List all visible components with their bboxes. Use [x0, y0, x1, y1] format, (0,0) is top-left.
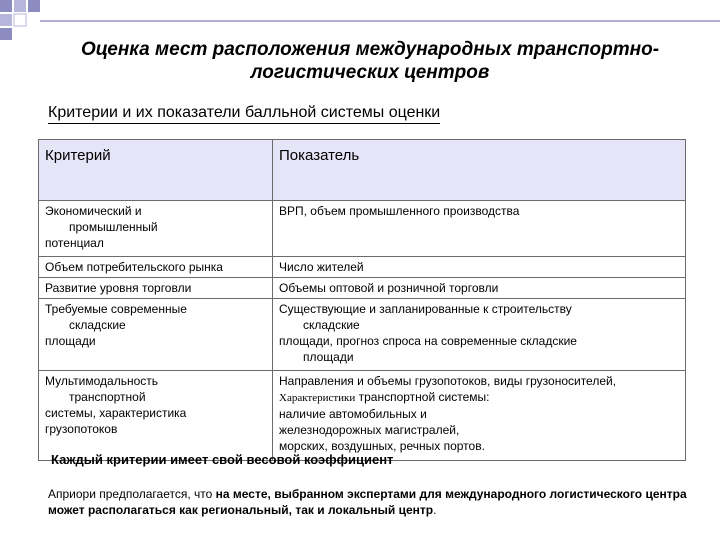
footnote-end: . — [433, 503, 437, 517]
criteria-table — [38, 139, 686, 461]
weight-note: Каждый критерии имеет свой весовой коэффициент — [51, 452, 394, 467]
cell-line: железнодорожных магистралей, — [279, 423, 460, 437]
indicator-cell — [273, 201, 686, 257]
cell-line: системы, характеристика — [45, 406, 187, 420]
cell-line-small: Характеристики — [279, 392, 356, 404]
cell-line: Экономический и — [45, 204, 142, 218]
footnote-bold: на месте, выбранном экспертами для международного логистического центра может располагаться как региональный, так и локальный центр — [48, 487, 687, 517]
indicator-cell: Число жителей — [273, 257, 686, 278]
subtitle: Критерии и их показатели балльной системы оценки — [48, 104, 440, 124]
cell-line: площади, прогноз спроса на современные складские — [279, 334, 577, 348]
indicator-cell — [273, 299, 686, 371]
table-row — [39, 278, 686, 299]
table-row — [39, 201, 686, 257]
cell-line: ВРП, объем промышленного производства — [279, 204, 520, 218]
cell-line: площади — [303, 350, 354, 364]
criterion-cell: Объем потребительского рынка — [39, 257, 273, 278]
cell-line: складские — [303, 318, 360, 332]
table-header-row — [39, 140, 686, 201]
header-criterion: Критерий — [39, 140, 273, 201]
cell-line: потенциал — [45, 236, 104, 250]
cell-line: промышленный — [69, 220, 158, 234]
criterion-cell: Развитие уровня торговли — [39, 278, 273, 299]
footnote — [48, 486, 688, 518]
title-line-2: логистических центров — [250, 62, 490, 83]
criterion-cell — [39, 201, 273, 257]
table-row — [39, 299, 686, 371]
header-indicator: Показатель — [273, 140, 686, 201]
cell-line: транспортной системы: — [355, 390, 490, 404]
cell-line: грузопотоков — [45, 422, 118, 436]
indicator-cell: Объемы оптовой и розничной торговли — [273, 278, 686, 299]
cell-line: транспортной — [69, 390, 146, 404]
page-title — [40, 38, 700, 84]
title-line-1: Оценка мест расположения международных транспортно- — [80, 39, 660, 60]
cell-line: Требуемые современные — [45, 302, 187, 316]
footnote-intro: Априори предполагается, что — [48, 487, 216, 501]
criterion-cell — [39, 299, 273, 371]
cell-line: площади — [45, 334, 96, 348]
cell-line: Существующие и запланированные к строительству — [279, 302, 572, 316]
table-row — [39, 371, 686, 461]
cell-line: Мультимодальность — [45, 374, 159, 388]
cell-line: наличие автомобильных и — [279, 407, 427, 421]
table-row — [39, 257, 686, 278]
corner-decoration — [0, 0, 720, 40]
cell-line: складские — [69, 318, 126, 332]
cell-line: Направления и объемы грузопотоков, виды грузоносителей, — [279, 374, 617, 388]
indicator-cell — [273, 371, 686, 461]
criterion-cell — [39, 371, 273, 461]
cell-line: морских, воздушных, речных портов. — [279, 439, 485, 453]
